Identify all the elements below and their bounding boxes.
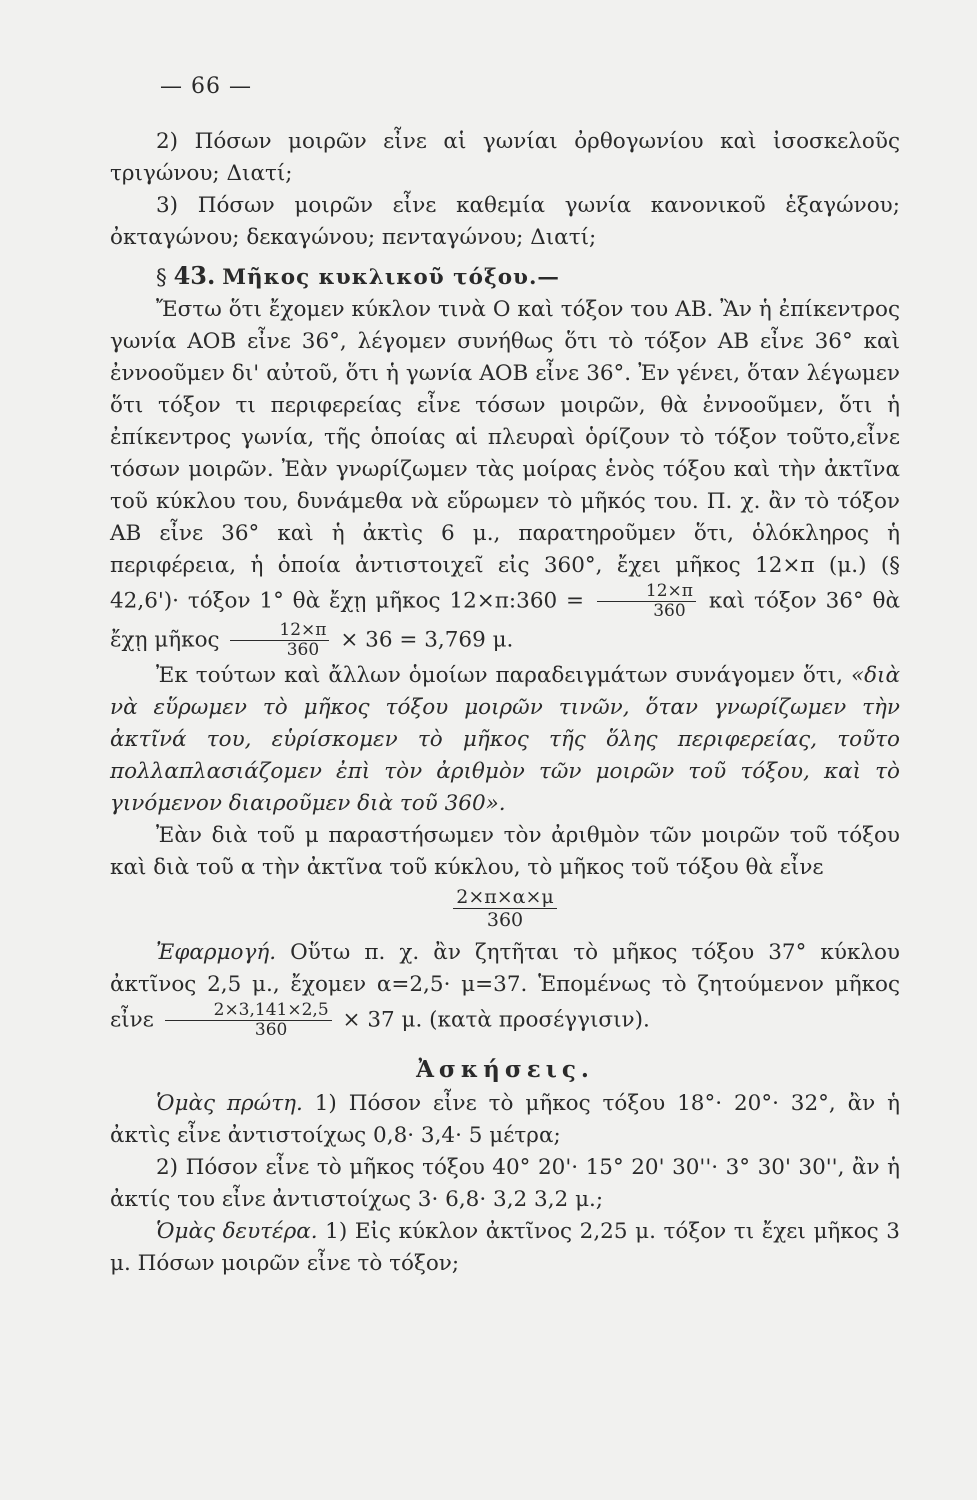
group-1-question-2: 2) Πόσον εἶνε τὸ μῆκος τόξου 40° 20'· 15° 20' 30''· 3° 30' 30'', ἂν ἡ ἀκτίς του εἶνε ἀντιστοίχως 3· 6,8· 3,2 3,2 μ.; bbox=[110, 1155, 900, 1212]
paragraph-definition-mid: καὶ τόξον 36° θὰ ἔχῃ μῆκος bbox=[110, 588, 901, 653]
text-column bbox=[110, 126, 900, 1280]
question-2: 2) Πόσων μοιρῶν εἶνε αἱ γωνίαι ὀρθογωνίου καὶ ἰσοσκελοῦς τριγώνου; Διατί; bbox=[110, 129, 900, 186]
fraction-one-degree bbox=[597, 582, 696, 621]
paragraph-definition-text: Ἔστω ὅτι ἔχομεν κύκλον τινὰ Ο καὶ τόξον του ΑΒ. Ἂν ἡ ἐπίκεντρος γωνία ΑΟΒ εἶνε 36°, λέγομεν συνήθως ὅτι τὸ τόξον ΑΒ εἶνε 36° καὶ ἐννοοῦμεν δι' αὐτοῦ, ὅτι ἡ γωνία ΑΟΒ εἶνε 36°. Ἐν γένει, ὅταν λέγωμεν ὅτι τόξον τι περιφερείας εἶνε τόσων μοιρῶν, θὰ ἐννοοῦμεν, ὅτι ἡ ἐπίκεντρος γωνία, τῆς ὁποίας αἱ πλευραὶ ὁρίζουν τὸ τόξον τοῦτο,εἶνε τόσων μοιρῶν. Ἐὰν γνωρίζωμεν τὰς μοίρας ἑνὸς τόξου καὶ τὴν ἀκτῖνα τοῦ κύκλου του, δυνάμεθα νὰ εὕρωμεν τὸ μῆκός του. Π. χ. ἂν τὸ τόξον ΑΒ εἶνε 36° καὶ ἡ ἀκτὶς 6 μ., παρατηροῦμεν ὅτι, ὁλόκληρος ἡ περιφέρεια, ἡ ὁποία ἀντιστοιχεῖ εἰς 360°, ἔχει μῆκος 12×π (μ.) (§ 42,6')· τόξον 1° θὰ ἔχῃ μῆκος 12×π:360 = bbox=[110, 297, 900, 614]
formula-fraction bbox=[453, 886, 557, 931]
paragraph-rule-intro: Ἐκ τούτων καὶ ἄλλων ὁμοίων παραδειγμάτων συνάγομεν ὅτι, bbox=[156, 663, 843, 688]
question-3: 3) Πόσων μοιρῶν εἶνε καθεμία γωνία κανονικοῦ ἑξαγώνου; ὀκταγώνου; δεκαγώνου; πενταγώνου; Διατί; bbox=[110, 193, 900, 250]
section-number: 43. bbox=[173, 261, 216, 290]
exercises-heading: Ἀσκήσεις. bbox=[416, 1056, 594, 1083]
group-2-label: Ὁμὰς δευτέρα. bbox=[156, 1219, 318, 1244]
application-paragraph bbox=[110, 937, 900, 1040]
general-formula bbox=[110, 886, 900, 931]
group-1-label: Ὁμὰς πρώτη. bbox=[156, 1091, 303, 1116]
application-text: Οὕτω π. χ. ἂν ζητῆται τὸ μῆκος τόξου 37° κύκλου ἀκτῖνος 2,5 μ., ἔχομεν α=2,5· μ=37. Ἑπομένως τὸ ζητούμενον μῆκος εἶνε bbox=[110, 940, 900, 1033]
formula-numerator: 2×π×α×μ bbox=[453, 886, 557, 909]
paragraph-definition bbox=[110, 294, 900, 660]
paragraph-rule-italic: «διὰ νὰ εὕρωμεν τὸ μῆκος τόξου μοιρῶν τινῶν, ὅταν γνωρίζωμεν τὴν ἀκτῖνά του, εὑρίσκομεν τὸ μῆκος τῆς ὅλης περιφερείας, τοῦτο πολλαπλασιάζομεν ἐπὶ τὸν ἀριθμὸν τῶν μοιρῶν τοῦ τόξου, καὶ τὸ γινόμενον διαιροῦμεν διὰ τοῦ 360». bbox=[110, 663, 900, 816]
formula-denominator: 360 bbox=[486, 909, 524, 931]
application-fraction bbox=[165, 1001, 332, 1040]
fraction-numerator: 12×π bbox=[597, 582, 696, 602]
group-2-question-1 bbox=[110, 1216, 900, 1280]
section-symbol: § bbox=[156, 265, 167, 290]
section-heading bbox=[110, 260, 900, 294]
fraction-denominator: 360 bbox=[653, 601, 686, 621]
fraction-numerator: 2×3,141×2,5 bbox=[165, 1001, 332, 1021]
paragraph-rule bbox=[110, 660, 900, 820]
group-1-question-1 bbox=[110, 1088, 900, 1152]
fraction-numerator: 12×π bbox=[230, 621, 329, 641]
group-2-question-1-text: 1) Εἰς κύκλον ἀκτῖνος 2,25 μ. τόξον τι ἔχει μῆκος 3 μ. Πόσων μοιρῶν εἶνε τὸ τόξον; bbox=[110, 1219, 900, 1276]
fraction-arc-length bbox=[230, 621, 329, 660]
group-1-question-1-text: 1) Πόσον εἶνε τὸ μῆκος τόξου 18°· 20°· 32°, ἂν ἡ ἀκτὶς εἶνε ἀντιστοίχως 0,8· 3,4· 5 μέτρα; bbox=[110, 1091, 900, 1148]
fraction-denominator: 360 bbox=[286, 640, 320, 660]
application-end: × 37 μ. (κατὰ προσέγγισιν). bbox=[342, 1007, 650, 1033]
application-label: Ἐφαρμογή. bbox=[156, 940, 277, 965]
page-number: — 66 — bbox=[160, 74, 252, 99]
paragraph-definition-end: × 36 = 3,769 μ. bbox=[340, 627, 514, 653]
paragraph-formula-intro: Ἐὰν διὰ τοῦ μ παραστήσωμεν τὸν ἀριθμὸν τῶν μοιρῶν τοῦ τόξου καὶ διὰ τοῦ α τὴν ἀκτῖνα τοῦ κύκλου, τὸ μῆκος τοῦ τόξου θὰ εἶνε bbox=[110, 823, 900, 880]
section-title: Μῆκος κυκλικοῦ τόξου.— bbox=[222, 265, 560, 290]
fraction-denominator: 360 bbox=[254, 1020, 288, 1040]
